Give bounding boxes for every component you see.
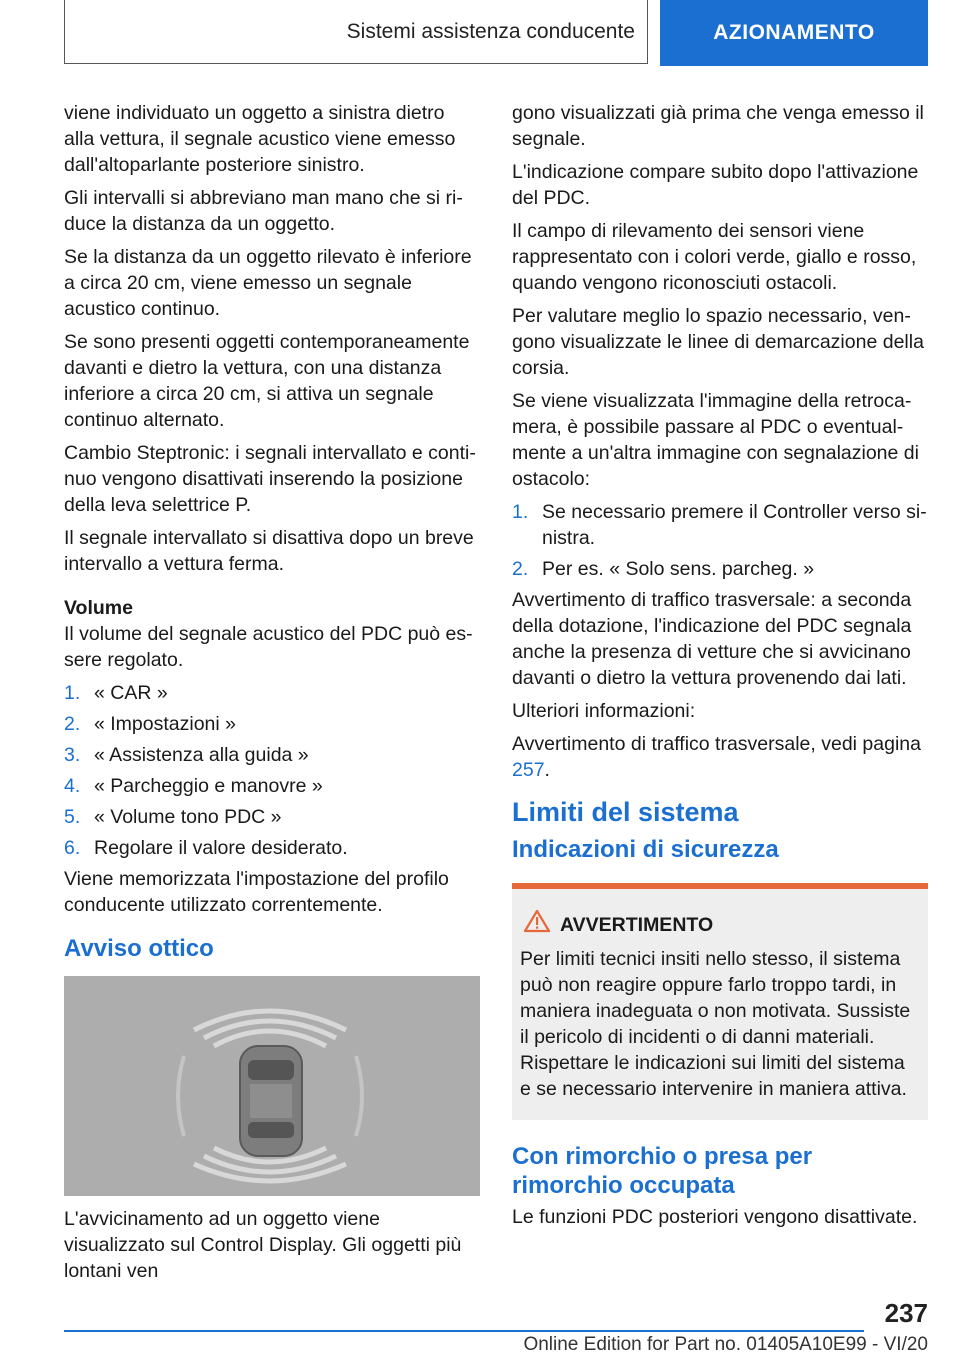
list-item xyxy=(64,711,480,737)
left-column xyxy=(64,100,480,1291)
sicurezza-heading: Indicazioni di sicurezza xyxy=(512,836,779,863)
paragraph xyxy=(512,731,928,783)
paragraph: Se sono presenti oggetti contemporaneamente davanti e dietro la vettura, con una distanza inferiore a circa 20 cm, si attiva un segnale continuo alternato. xyxy=(64,331,470,431)
paragraph: Il volume del segnale acustico del PDC può essere regolato. xyxy=(64,623,473,671)
list-item xyxy=(64,835,480,861)
paragraph: Viene memorizzata l'impostazione del profilo conducente utilizzato correntemente. xyxy=(64,868,449,916)
list-item xyxy=(64,680,480,706)
paragraph: Il segnale intervallato si disattiva dopo un breve intervallo a vettura ferma. xyxy=(64,527,474,575)
paragraph: Per valutare meglio lo spazio necessario, vengono visualizzate le linee di demarcazione della corsia. xyxy=(512,305,924,379)
retrocamera-steps-list xyxy=(512,499,928,582)
paragraph: gono visualizzati già prima che venga emesso il segnale. xyxy=(512,102,924,150)
page-header xyxy=(64,0,928,66)
pdc-car-illustration xyxy=(64,976,480,1196)
period: . xyxy=(544,759,550,781)
step-text: « Volume tono PDC » xyxy=(94,806,282,828)
warning-box xyxy=(512,883,928,1120)
step-number: 2. xyxy=(64,713,81,735)
paragraph: Se viene visualizzata l'immagine della retrocamera, è possibile passare al PDC o eventualmente a un'altra immagine con segnalazione di ostacolo: xyxy=(512,390,919,490)
list-item xyxy=(64,742,480,768)
paragraph: Se la distanza da un oggetto rilevato è inferiore a circa 20 cm, viene emesso un segnale acustico continuo. xyxy=(64,246,472,320)
step-number: 5. xyxy=(64,806,81,828)
step-text: Per es. « Solo sens. parcheg. » xyxy=(542,558,815,580)
paragraph: Avvertimento di traffico trasversale: a seconda della dotazione, l'indicazione del PDC segnala anche la presenza di vetture che si avvicinano davanti o dietro la vettura provenendo dai lati. xyxy=(512,589,912,689)
list-item xyxy=(64,804,480,830)
step-number: 6. xyxy=(64,837,81,859)
page-number: 237 xyxy=(884,1298,928,1328)
paragraph: Le funzioni PDC posteriori vengono disattivate. xyxy=(512,1206,918,1228)
list-item xyxy=(512,499,928,551)
step-text: Regolare il valore desiderato. xyxy=(94,837,348,859)
right-column xyxy=(512,100,928,1237)
step-number: 3. xyxy=(64,744,81,766)
step-text: « CAR » xyxy=(94,682,168,704)
cross-reference-text: Avvertimento di traffico trasversale, vedi pagina xyxy=(512,733,921,755)
footer-divider xyxy=(64,1330,864,1332)
step-number: 1. xyxy=(512,501,529,523)
warning-text: Per limiti tecnici insiti nello stesso, il sistema può non reagire oppure farlo troppo tardi, in maniera inadeguata o non motivata. Sussiste il pericolo di incidenti o di danni materiali. Rispettare le indicazioni sui limiti del sistema e se necessario intervenire in maniera attiva. xyxy=(520,948,911,1100)
list-item xyxy=(64,773,480,799)
step-text: « Impostazioni » xyxy=(94,713,236,735)
footer-edition: Online Edition for Part no. 01405A10E99 - VI/20 xyxy=(523,1334,928,1355)
page-link[interactable]: 257 xyxy=(512,759,545,781)
warning-title-row xyxy=(520,909,920,940)
step-text: « Assistenza alla guida » xyxy=(94,744,309,766)
paragraph: L'indicazione compare subito dopo l'attivazione del PDC. xyxy=(512,161,919,209)
volume-steps-list xyxy=(64,680,480,861)
chapter-tab[interactable]: AZIONAMENTO xyxy=(660,0,928,66)
warning-triangle-icon xyxy=(524,909,550,940)
section-title: Sistemi assistenza conducente xyxy=(64,0,648,64)
paragraph: Il campo di rilevamento dei sensori viene rappresentato con i colori verde, giallo e rosso, quando vengono riconosciuti ostacoli. xyxy=(512,220,917,294)
list-item xyxy=(512,556,928,582)
step-number: 1. xyxy=(64,682,81,704)
warning-title: AVVERTIMENTO xyxy=(560,913,714,936)
avviso-ottico-heading: Avviso ottico xyxy=(64,935,214,962)
step-number: 4. xyxy=(64,775,81,797)
pdc-display-image xyxy=(64,976,480,1196)
paragraph: L'avvicinamento ad un oggetto viene visualizzato sul Control Display. Gli oggetti più lontani ven xyxy=(64,1208,462,1282)
step-text: Se necessario premere il Controller verso sinistra. xyxy=(542,501,927,549)
step-text: « Parcheggio e manovre » xyxy=(94,775,323,797)
volume-heading: Volume xyxy=(64,597,133,619)
step-number: 2. xyxy=(512,558,529,580)
rimorchio-heading: Con rimorchio o presa per rimorchio occupata xyxy=(512,1143,813,1199)
paragraph: Cambio Steptronic: i segnali intervallato e continuo vengono disattivati inserendo la posizione della leva selettrice P. xyxy=(64,442,476,516)
paragraph: Ulteriori informazioni: xyxy=(512,700,696,722)
paragraph: viene individuato un oggetto a sinistra dietro alla vettura, il segnale acustico viene emesso dall'altoparlante posteriore sinistro. xyxy=(64,102,456,176)
limiti-heading: Limiti del sistema xyxy=(512,797,739,827)
paragraph: Gli intervalli si abbreviano man mano che si riduce la distanza da un oggetto. xyxy=(64,187,463,235)
